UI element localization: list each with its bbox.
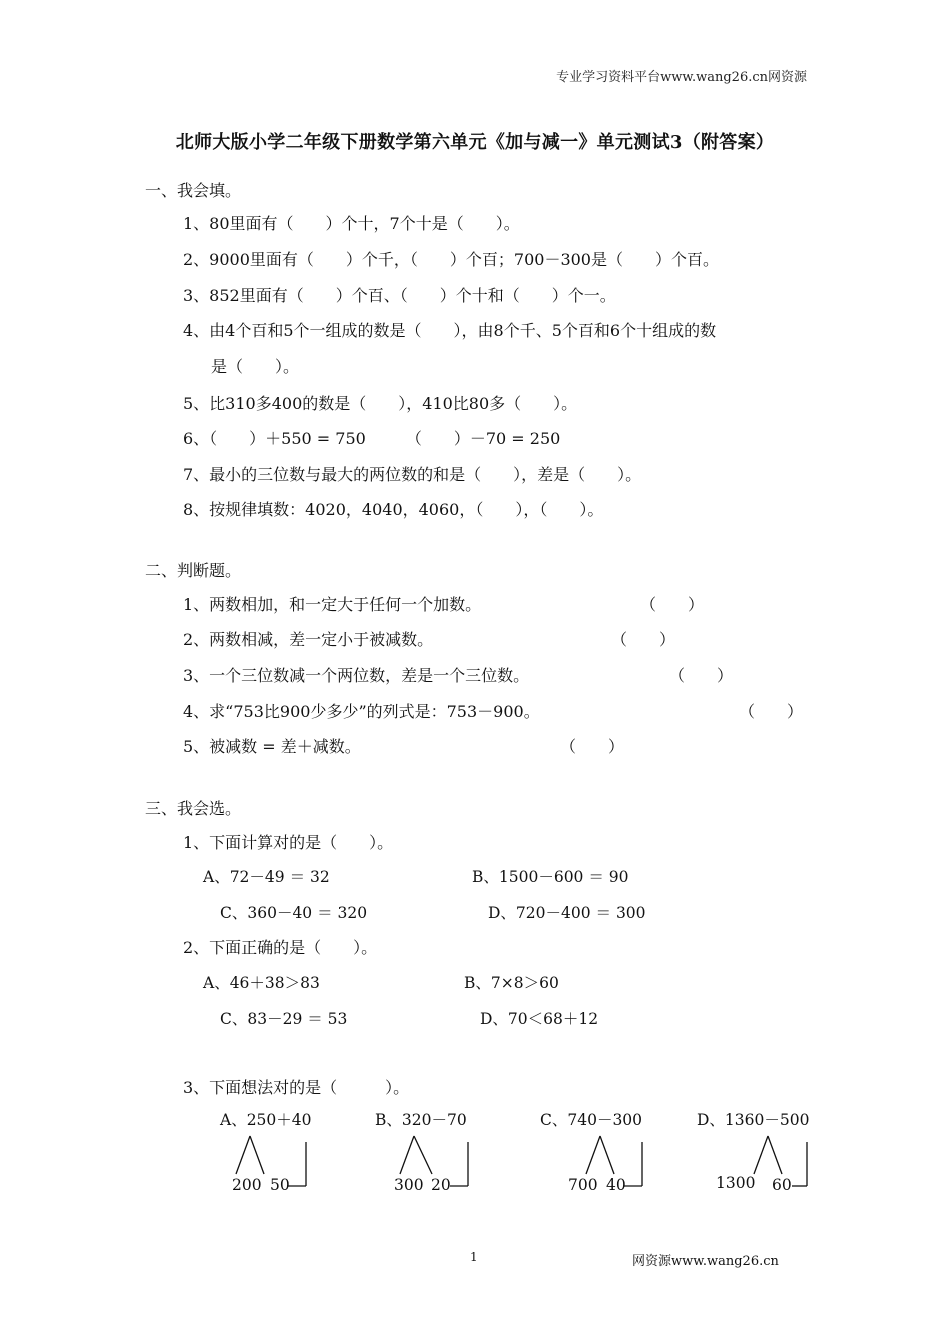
section-2-heading: 二、判断题。: [145, 561, 242, 580]
fill-question-7: 7、最小的三位数与最大的两位数的和是（ ），差是（ ）。: [183, 465, 642, 484]
choice-3-option-d-label: D、1360－500: [697, 1111, 810, 1129]
choice-2-option-c: C、83－29 ＝ 53: [220, 1010, 348, 1028]
fill-question-5: 5、比310多400的数是（ ），410比80多（ ）。: [183, 394, 578, 413]
section-1-heading: 一、我会填。: [145, 181, 242, 200]
judge-question-4: 4、求“753比900少多少”的列式是：753－900。: [183, 702, 540, 721]
fill-question-2: 2、9000里面有（ ）个千，（ ）个百；700－300是（ ）个百。: [183, 250, 719, 269]
judge-answer-paren-1: （ ）: [640, 595, 705, 614]
page-number: 1: [470, 1250, 478, 1264]
split-right-number: 50: [270, 1176, 290, 1194]
judge-answer-paren-2: （ ）: [611, 630, 676, 649]
fill-question-8: 8、按规律填数：4020，4040，4060，（ ），（ ）。: [183, 500, 604, 519]
choice-question-1: 1、下面计算对的是（ ）。: [183, 833, 394, 852]
choice-3-option-a-label: A、250＋40: [220, 1111, 312, 1129]
judge-answer-paren-5: （ ）: [560, 737, 625, 756]
judge-question-1: 1、两数相加，和一定大于任何一个加数。: [183, 595, 482, 614]
split-right-number: 20: [431, 1176, 451, 1194]
fill-question-3: 3、852里面有（ ）个百、（ ）个十和（ ）个一。: [183, 286, 616, 305]
judge-answer-paren-3: （ ）: [669, 666, 734, 685]
split-right-number: 60: [772, 1176, 792, 1194]
choice-3-option-c-label: C、740－300: [540, 1111, 643, 1129]
choice-2-option-b: B、7×8＞60: [464, 974, 559, 992]
choice-1-option-d: D、720－400 ＝ 300: [488, 904, 646, 922]
fill-question-1: 1、80里面有（ ）个十，7个十是（ ）。: [183, 214, 520, 233]
choice-2-option-a: A、46＋38＞83: [203, 974, 320, 992]
split-left-number: 1300: [716, 1174, 756, 1192]
split-left-number: 700: [568, 1176, 598, 1194]
judge-question-2: 2、两数相减，差一定小于被减数。: [183, 630, 434, 649]
choice-1-option-a: A、72－49 ＝ 32: [203, 868, 330, 886]
split-right-number: 40: [606, 1176, 626, 1194]
footer-site: 网资源www.wang26.cn: [632, 1254, 779, 1269]
choice-question-2: 2、下面正确的是（ ）。: [183, 938, 378, 957]
choice-3-option-b-label: B、320－70: [375, 1111, 467, 1129]
section-3-heading: 三、我会选。: [145, 799, 242, 818]
fill-question-4-continued: 是（ ）。: [211, 357, 300, 376]
choice-question-3: 3、下面想法对的是（ ）。: [183, 1078, 410, 1097]
split-left-number: 300: [394, 1176, 424, 1194]
choice-2-option-d: D、70＜68＋12: [480, 1010, 599, 1028]
judge-question-3: 3、一个三位数减一个两位数，差是一个三位数。: [183, 666, 530, 685]
choice-1-option-c: C、360－40 ＝ 320: [220, 904, 368, 922]
judge-question-5: 5、被减数 = 差＋减数。: [183, 737, 361, 756]
judge-answer-paren-4: （ ）: [739, 702, 804, 721]
fill-question-4: 4、由4个百和5个一组成的数是（ ），由8个千、5个百和6个十组成的数: [183, 321, 717, 340]
split-left-number: 200: [232, 1176, 262, 1194]
page-header: 专业学习资料平台www.wang26.cn网资源: [556, 70, 807, 85]
choice-1-option-b: B、1500－600 ＝ 90: [472, 868, 629, 886]
fill-question-6: 6、（ ）＋550 = 750 （ ）－70 = 250: [183, 429, 561, 448]
page-title: 北师大版小学二年级下册数学第六单元《加与减一》单元测试3（附答案）: [175, 132, 775, 153]
